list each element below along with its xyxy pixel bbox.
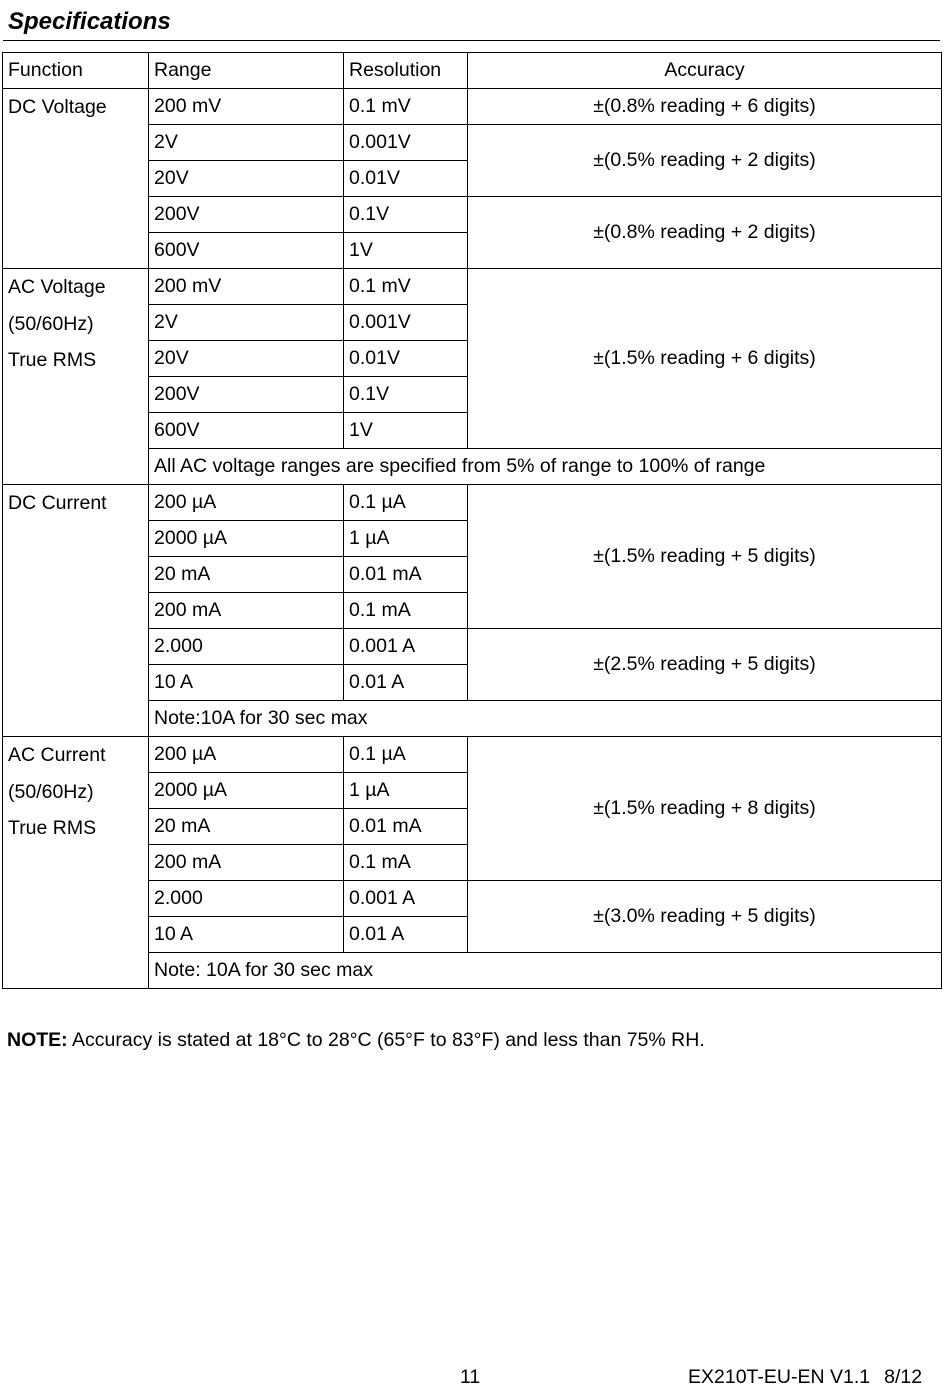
title-divider	[3, 40, 940, 41]
resolution-cell: 0.001 A	[344, 629, 468, 665]
accuracy-cell: ±(3.0% reading + 5 digits)	[468, 881, 942, 953]
resolution-cell: 0.01 mA	[344, 809, 468, 845]
table-header-row	[3, 53, 942, 89]
resolution-cell: 1V	[344, 233, 468, 269]
range-cell: 200 µA	[149, 485, 344, 521]
resolution-cell: 0.1V	[344, 197, 468, 233]
resolution-cell: 1 µA	[344, 521, 468, 557]
accuracy-cell: ±(1.5% reading + 5 digits)	[468, 485, 942, 629]
function-ac-current	[3, 737, 149, 989]
resolution-cell: 0.01 A	[344, 917, 468, 953]
header-function: Function	[3, 53, 149, 89]
function-label: AC Current	[8, 744, 106, 766]
range-cell: 2.000	[149, 881, 344, 917]
function-dc-voltage	[3, 89, 149, 269]
resolution-cell: 0.1 µA	[344, 485, 468, 521]
resolution-cell: 0.01V	[344, 341, 468, 377]
ac-voltage-note: All AC voltage ranges are specified from 5% of range to 100% of range	[149, 449, 942, 485]
header-range: Range	[149, 53, 344, 89]
range-cell: 20 mA	[149, 557, 344, 593]
range-cell: 20V	[149, 341, 344, 377]
document-date: 8/12	[884, 1366, 923, 1388]
function-ac-voltage	[3, 269, 149, 485]
table-row	[3, 269, 942, 305]
resolution-cell: 0.1 mV	[344, 269, 468, 305]
resolution-cell: 0.1V	[344, 377, 468, 413]
table-row	[3, 737, 942, 773]
function-frequency: (50/60Hz)	[8, 312, 94, 335]
function-dc-current	[3, 485, 149, 737]
header-resolution: Resolution	[344, 53, 468, 89]
range-cell: 200V	[149, 377, 344, 413]
footnote-label: NOTE:	[7, 1029, 68, 1051]
range-cell: 200 µA	[149, 737, 344, 773]
range-cell: 200 mA	[149, 845, 344, 881]
function-rms: True RMS	[8, 349, 97, 371]
resolution-cell: 1V	[344, 413, 468, 449]
resolution-cell: 0.001 A	[344, 881, 468, 917]
range-cell: 2.000	[149, 629, 344, 665]
accuracy-cell: ±(0.8% reading + 6 digits)	[468, 89, 942, 125]
accuracy-cell: ±(1.5% reading + 8 digits)	[468, 737, 942, 881]
range-cell: 600V	[149, 233, 344, 269]
resolution-cell: 0.001V	[344, 125, 468, 161]
function-label: DC Current	[8, 492, 107, 514]
resolution-cell: 0.1 mA	[344, 593, 468, 629]
document-id	[688, 1366, 922, 1389]
accuracy-cell: ±(0.8% reading + 2 digits)	[468, 197, 942, 269]
accuracy-cell: ±(0.5% reading + 2 digits)	[468, 125, 942, 197]
function-rms: True RMS	[8, 817, 97, 839]
range-cell: 2V	[149, 305, 344, 341]
resolution-cell: 0.1 mV	[344, 89, 468, 125]
range-cell: 20 mA	[149, 809, 344, 845]
resolution-cell: 0.001V	[344, 305, 468, 341]
resolution-cell: 0.1 µA	[344, 737, 468, 773]
function-frequency: (50/60Hz)	[8, 780, 94, 803]
document-version: EX210T-EU-EN V1.1	[688, 1366, 871, 1388]
accuracy-cell: ±(2.5% reading + 5 digits)	[468, 629, 942, 701]
ac-current-note: Note: 10A for 30 sec max	[149, 953, 942, 989]
range-cell: 200 mV	[149, 269, 344, 305]
range-cell: 200 mV	[149, 89, 344, 125]
function-label: AC Voltage	[8, 276, 106, 298]
resolution-cell: 0.01 A	[344, 665, 468, 701]
range-cell: 10 A	[149, 917, 344, 953]
range-cell: 600V	[149, 413, 344, 449]
range-cell: 2000 µA	[149, 521, 344, 557]
range-cell: 200V	[149, 197, 344, 233]
range-cell: 10 A	[149, 665, 344, 701]
resolution-cell: 1 µA	[344, 773, 468, 809]
page-title: Specifications	[8, 8, 171, 35]
resolution-cell: 0.1 mA	[344, 845, 468, 881]
page-number: 11	[460, 1366, 481, 1388]
function-label: DC Voltage	[8, 96, 107, 118]
resolution-cell: 0.01 mA	[344, 557, 468, 593]
dc-current-note: Note:10A for 30 sec max	[149, 701, 942, 737]
accuracy-footnote	[7, 1029, 705, 1052]
resolution-cell: 0.01V	[344, 161, 468, 197]
accuracy-cell: ±(1.5% reading + 6 digits)	[468, 269, 942, 449]
specifications-table	[2, 52, 942, 989]
range-cell: 200 mA	[149, 593, 344, 629]
range-cell: 20V	[149, 161, 344, 197]
range-cell: 2V	[149, 125, 344, 161]
table-row	[3, 89, 942, 125]
range-cell: 2000 µA	[149, 773, 344, 809]
table-row	[3, 485, 942, 521]
footnote-text: Accuracy is stated at 18°C to 28°C (65°F to 83°F) and less than 75% RH.	[67, 1029, 705, 1051]
header-accuracy: Accuracy	[468, 53, 942, 89]
